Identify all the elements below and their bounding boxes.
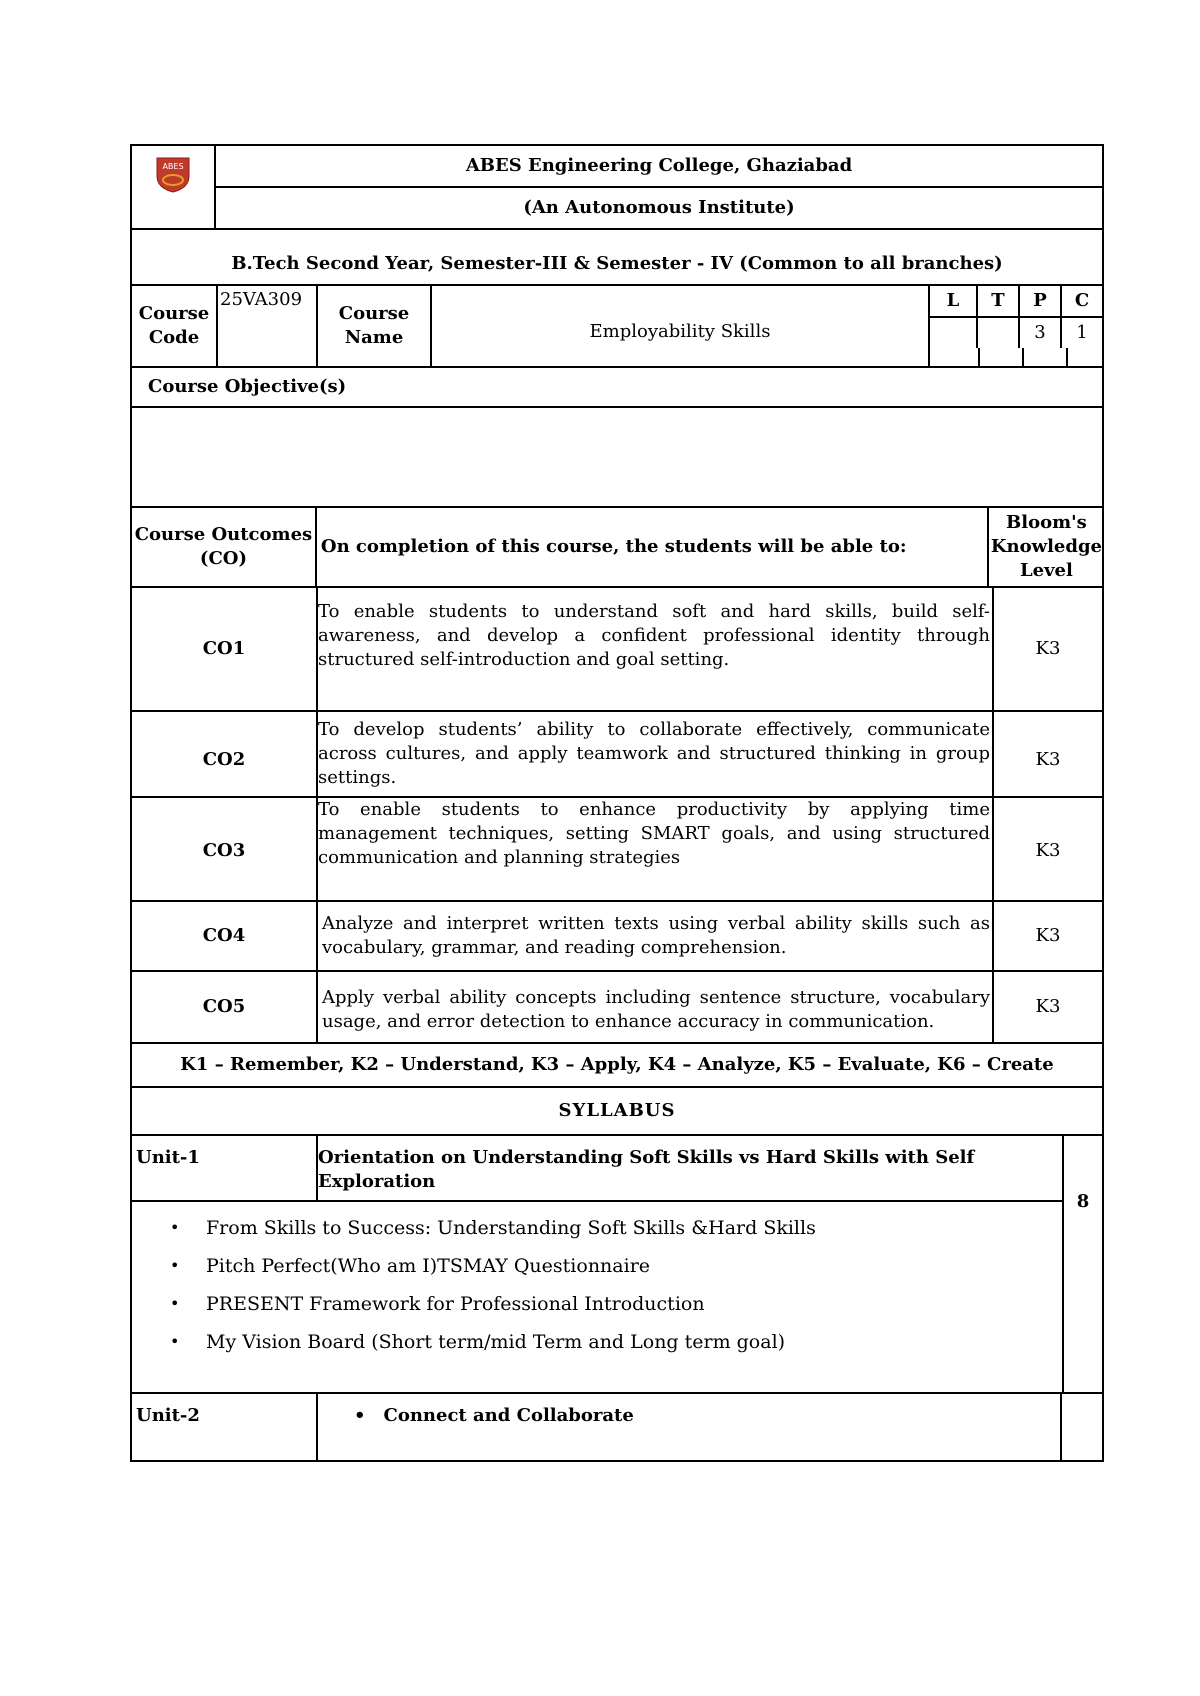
unit2-title: Connect and Collaborate — [383, 1405, 634, 1426]
course-name-label-2: Name — [344, 327, 404, 348]
co-id: CO2 — [132, 712, 318, 796]
co-row — [130, 588, 1104, 712]
unit1-hours: 8 — [1076, 1191, 1090, 1212]
ltpc-value-t — [978, 318, 1020, 348]
program-row — [130, 230, 1104, 286]
unit2-title-cell — [318, 1394, 1062, 1460]
course-code-label — [132, 286, 218, 366]
syllabus-title: SYLLABUS — [558, 1100, 676, 1121]
outcomes-col-bloom — [989, 508, 1102, 586]
co-level: K3 — [1035, 925, 1061, 946]
unit1-topic-list — [132, 1216, 1062, 1354]
co-row — [130, 712, 1104, 798]
outcomes-col-co-line1: Course Outcomes — [134, 524, 313, 545]
unit2-row — [130, 1394, 1104, 1462]
ltpc-header-c: C — [1074, 290, 1090, 311]
unit1-header — [132, 1136, 1062, 1202]
co-level: K3 — [1035, 749, 1061, 770]
college-name: ABES Engineering College, Ghaziabad — [216, 146, 1102, 188]
outcomes-col-bloom-line1: Bloom's — [1006, 512, 1087, 533]
college-logo — [132, 146, 216, 228]
course-name-label — [318, 286, 432, 366]
ltpc-value-row — [930, 318, 1102, 348]
unit1-block — [130, 1136, 1104, 1394]
unit1-title: Orientation on Understanding Soft Skills vs Hard Skills with Self Exploration — [318, 1147, 975, 1192]
outcomes-col-co — [132, 508, 317, 586]
outcomes-col-bloom-line3: Level — [1019, 560, 1073, 581]
unit1-topic: • My Vision Board (Short term/mid Term and Long term goal) — [132, 1330, 1062, 1354]
outcomes-col-bloom-line2: Knowledge — [990, 536, 1102, 557]
ltpc-header-t: T — [978, 286, 1020, 316]
unit1-topic: • Pitch Perfect(Who am I)TSMAY Questionnaire — [132, 1254, 1062, 1278]
ltpc-value-c: 1 — [1076, 322, 1088, 343]
co-level: K3 — [1035, 996, 1061, 1017]
course-name-label-1: Course — [338, 303, 410, 324]
outcomes-header-row — [130, 508, 1104, 588]
co-row — [130, 798, 1104, 902]
co-text: To develop students’ ability to collaborate effectively, communicate across cultures, and apply teamwork and structured thinking in group settings. — [318, 712, 994, 796]
co-id: CO4 — [132, 902, 318, 970]
abes-logo-icon — [153, 156, 193, 194]
unit2-hours — [1062, 1394, 1102, 1460]
co-text: Analyze and interpret written texts using verbal ability skills such as vocabulary, grammar, and reading comprehension. — [318, 902, 994, 970]
bloom-legend-row — [130, 1044, 1104, 1088]
bloom-legend: K1 – Remember, K2 – Understand, K3 – Apply, K4 – Analyze, K5 – Evaluate, K6 – Create — [180, 1054, 1054, 1075]
co-text: Apply verbal ability concepts including sentence structure, vocabulary usage, and error detection to enhance accuracy in communication. — [318, 972, 994, 1042]
co-id: CO5 — [132, 972, 318, 1042]
co-level: K3 — [1035, 840, 1061, 861]
syllabus-document — [130, 144, 1104, 1462]
ltpc-header-row — [930, 286, 1102, 318]
syllabus-title-row — [130, 1088, 1104, 1136]
ltpc-value-p: 3 — [1020, 318, 1062, 348]
header-titles — [216, 146, 1102, 228]
ltpc-table — [930, 286, 1102, 366]
ltpc-header-p: P — [1020, 286, 1062, 316]
program-title: B.Tech Second Year, Semester-III & Semester - IV (Common to all branches) — [231, 253, 1003, 274]
unit2-label: Unit-2 — [132, 1394, 318, 1460]
co-row — [130, 972, 1104, 1044]
co-level: K3 — [1035, 638, 1061, 659]
ltpc-value-l — [930, 318, 978, 348]
course-name: Employability Skills — [432, 286, 930, 366]
ltpc-header-l: L — [930, 286, 978, 316]
unit1-topic: • From Skills to Success: Understanding Soft Skills &Hard Skills — [132, 1216, 1062, 1240]
course-code-label-1: Course — [138, 303, 210, 324]
course-code: 25VA309 — [218, 286, 318, 366]
autonomous-status: (An Autonomous Institute) — [523, 197, 795, 218]
unit1-content — [132, 1136, 1064, 1392]
co-id: CO3 — [132, 798, 318, 900]
objectives-label-row — [130, 368, 1104, 408]
course-code-label-2: Code — [148, 327, 200, 348]
outcomes-col-co-line2: (CO) — [199, 548, 247, 569]
bullet-icon: • — [354, 1405, 366, 1426]
co-text: To enable students to enhance productivity by applying time management techniques, setting SMART goals, and using structured communication and planning strategies — [318, 798, 994, 900]
co-row — [130, 902, 1104, 972]
objectives-label: Course Objective(s) — [148, 376, 347, 397]
objectives-body-row — [130, 408, 1104, 508]
co-id: CO1 — [132, 588, 318, 710]
outcomes-col-statement: On completion of this course, the students will be able to: — [317, 508, 989, 586]
header-row — [130, 144, 1104, 230]
co-text: To enable students to understand soft and hard skills, build self-awareness, and develop a confident professional identity through structured self-introduction and goal setting. — [318, 588, 994, 710]
logo-text: ABES — [162, 162, 184, 171]
ltpc-filler — [930, 348, 1102, 366]
unit1-topics — [132, 1202, 1062, 1392]
objectives-text — [132, 408, 1102, 506]
unit1-label: Unit-1 — [132, 1136, 318, 1200]
unit1-topic: • PRESENT Framework for Professional Introduction — [132, 1292, 1062, 1316]
course-info-row — [130, 286, 1104, 368]
